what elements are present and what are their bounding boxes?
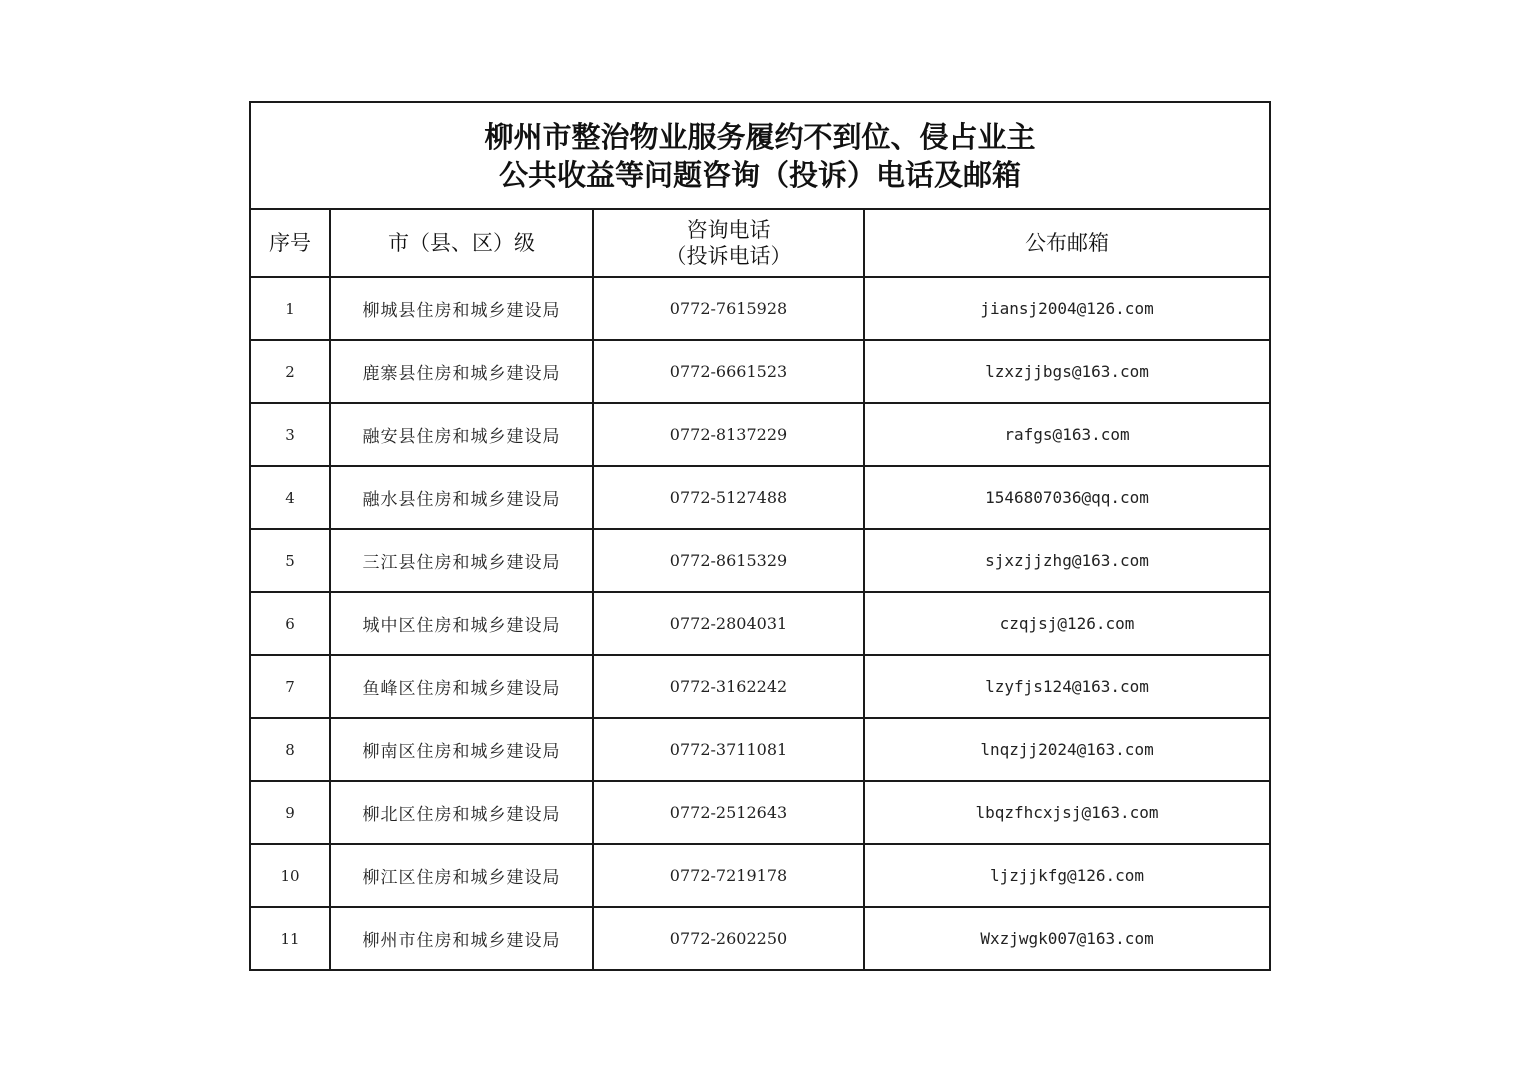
cell-unit: 柳北区住房和城乡建设局 [330,781,593,844]
table-row [250,718,1270,781]
table-row [250,529,1270,592]
cell-phone: 0772-6661523 [593,340,864,403]
cell-unit: 柳州市住房和城乡建设局 [330,907,593,970]
cell-index: 8 [250,718,330,781]
title-row [250,102,1270,209]
header-phone-line-1: 咨询电话 [686,218,771,242]
cell-phone: 0772-7615928 [593,277,864,340]
document-sheet [249,101,1269,971]
cell-email: 1546807036@qq.com [864,466,1270,529]
table-row [250,655,1270,718]
cell-unit: 融水县住房和城乡建设局 [330,466,593,529]
header-phone-line-2: （投诉电话） [665,244,792,268]
cell-index: 6 [250,592,330,655]
cell-phone: 0772-2512643 [593,781,864,844]
table-row [250,592,1270,655]
cell-index: 3 [250,403,330,466]
cell-phone: 0772-8615329 [593,529,864,592]
header-index: 序号 [250,209,330,277]
cell-email: ljzjjkfg@126.com [864,844,1270,907]
table-row [250,340,1270,403]
cell-phone: 0772-3711081 [593,718,864,781]
cell-email: sjxzjjzhg@163.com [864,529,1270,592]
cell-phone: 0772-5127488 [593,466,864,529]
table-row [250,466,1270,529]
cell-unit: 城中区住房和城乡建设局 [330,592,593,655]
header-email: 公布邮箱 [864,209,1270,277]
table-row [250,907,1270,970]
cell-unit: 融安县住房和城乡建设局 [330,403,593,466]
cell-unit: 鱼峰区住房和城乡建设局 [330,655,593,718]
cell-phone: 0772-2602250 [593,907,864,970]
cell-email: lbqzfhcxjsj@163.com [864,781,1270,844]
table-row [250,277,1270,340]
cell-unit: 柳南区住房和城乡建设局 [330,718,593,781]
cell-email: Wxzjwgk007@163.com [864,907,1270,970]
header-phone [593,209,864,277]
table-row [250,844,1270,907]
table-row [250,403,1270,466]
cell-email: czqjsj@126.com [864,592,1270,655]
cell-email: lzxzjjbgs@163.com [864,340,1270,403]
cell-index: 11 [250,907,330,970]
cell-unit: 柳江区住房和城乡建设局 [330,844,593,907]
cell-unit: 柳城县住房和城乡建设局 [330,277,593,340]
cell-email: jiansj2004@126.com [864,277,1270,340]
cell-index: 4 [250,466,330,529]
contact-table [249,101,1271,971]
cell-email: rafgs@163.com [864,403,1270,466]
cell-index: 1 [250,277,330,340]
cell-index: 2 [250,340,330,403]
header-unit: 市（县、区）级 [330,209,593,277]
cell-phone: 0772-2804031 [593,592,864,655]
document-title [250,102,1270,209]
table-row [250,781,1270,844]
cell-phone: 0772-7219178 [593,844,864,907]
cell-unit: 鹿寨县住房和城乡建设局 [330,340,593,403]
cell-index: 9 [250,781,330,844]
title-line-2: 公共收益等问题咨询（投诉）电话及邮箱 [499,157,1022,192]
title-line-1: 柳州市整治物业服务履约不到位、侵占业主 [484,119,1036,154]
cell-phone: 0772-8137229 [593,403,864,466]
cell-unit: 三江县住房和城乡建设局 [330,529,593,592]
cell-index: 10 [250,844,330,907]
cell-index: 7 [250,655,330,718]
cell-email: lnqzjj2024@163.com [864,718,1270,781]
header-row [250,209,1270,277]
cell-email: lzyfjs124@163.com [864,655,1270,718]
cell-phone: 0772-3162242 [593,655,864,718]
cell-index: 5 [250,529,330,592]
